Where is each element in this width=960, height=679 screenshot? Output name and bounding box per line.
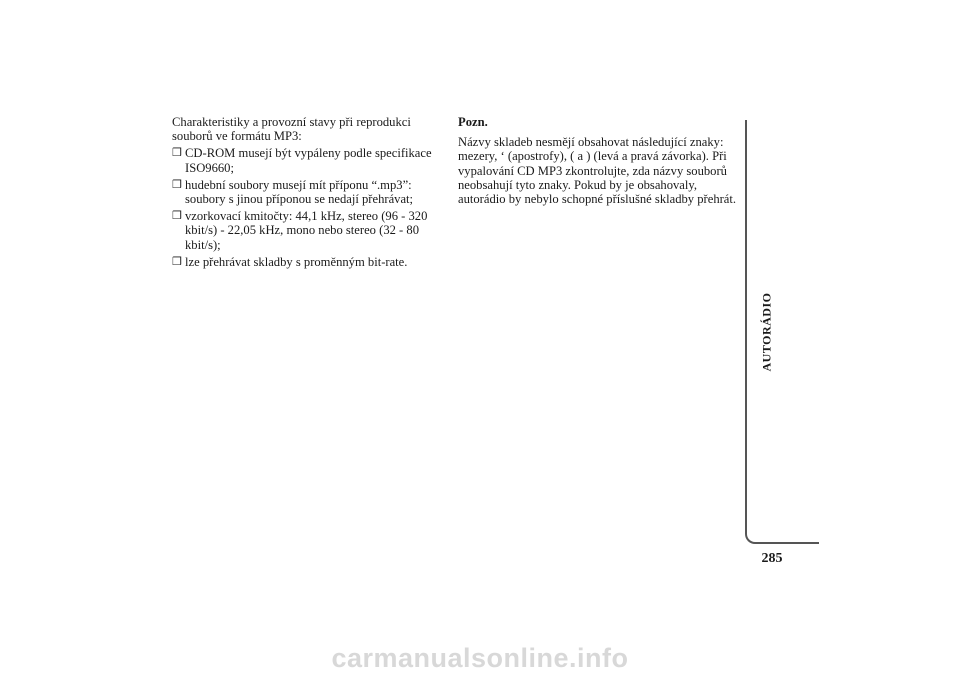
page-number: 285 xyxy=(761,551,783,566)
list-item-text: vzorkovací kmitočty: 44,1 kHz, stereo (96 - 320 kbit/s) - 22,05 kHz, mono nebo stereo (32 - 80 kbit/s); xyxy=(185,209,428,252)
watermark: carmanualsonline.info xyxy=(331,643,629,673)
checkbox-bullet-icon: ❒ xyxy=(172,147,182,160)
list-item-text: CD-ROM musejí být vypáleny podle specifikace ISO9660; xyxy=(185,146,432,175)
requirements-list xyxy=(172,146,440,269)
left-column xyxy=(172,115,440,272)
right-column xyxy=(458,115,738,206)
list-item-text: lze přehrávat skladby s proměnným bit-rate. xyxy=(185,254,408,269)
note-title: Pozn. xyxy=(458,115,488,129)
section-frame xyxy=(745,120,819,544)
list-item xyxy=(172,178,440,206)
note-text: Názvy skladeb nesmějí obsahovat následující znaky: mezery, ‘ (apostrofy), ( a ) (levá a pravá závorka). Při vypalování CD MP3 zkontrolujte, zda názvy souborů neobsahují tyto znaky. Pokud by je obsahovaly, autorádio by nebylo schopné příslušné skladby přehrát. xyxy=(458,135,737,207)
list-item xyxy=(172,146,440,174)
checkbox-bullet-icon: ❒ xyxy=(172,255,182,268)
list-item xyxy=(172,255,440,269)
section-label-text: AUTORÁDIO xyxy=(759,292,774,372)
list-item-text: hudební soubory musejí mít příponu “.mp3”: soubory s jinou příponou se nedají přehrávat; xyxy=(185,177,414,207)
list-item xyxy=(172,209,440,252)
checkbox-bullet-icon: ❒ xyxy=(172,210,182,223)
checkbox-bullet-icon: ❒ xyxy=(172,178,182,191)
intro-text: Charakteristiky a provozní stavy při reprodukci souborů ve formátu MP3: xyxy=(172,115,411,144)
